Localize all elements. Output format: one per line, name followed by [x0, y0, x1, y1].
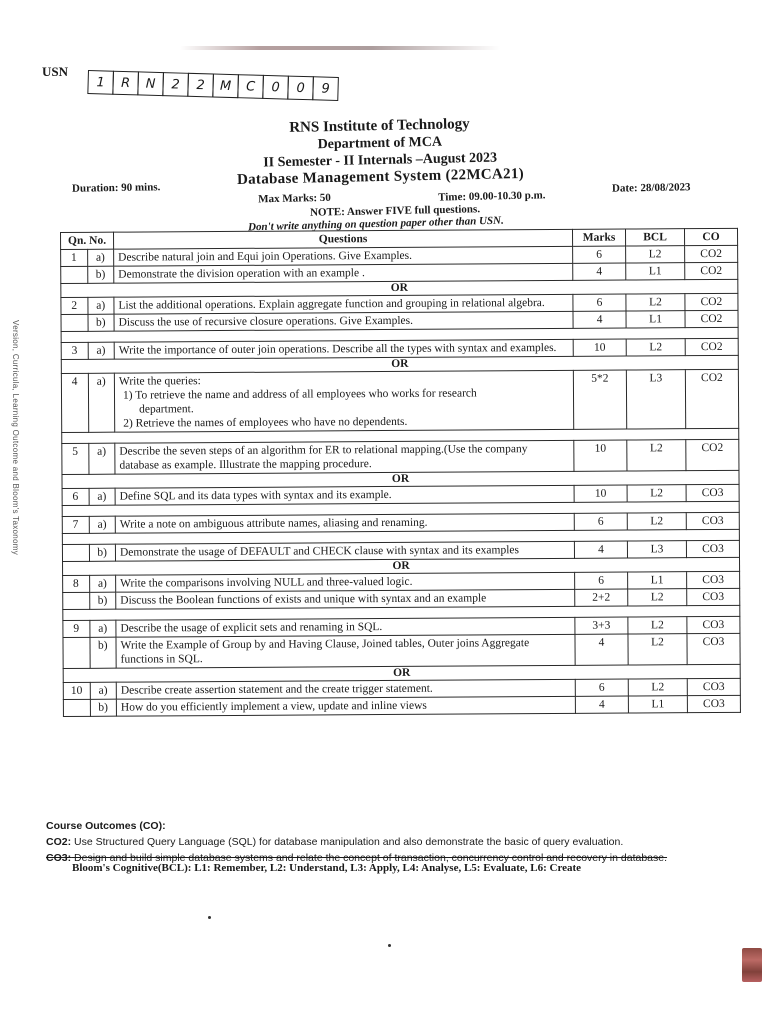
subject-title: Database Management System (22MCA21)	[236, 165, 525, 188]
header-marks: Marks	[572, 229, 625, 246]
speck	[388, 944, 391, 947]
question-number: 5	[62, 443, 89, 474]
usn-boxes	[87, 70, 338, 101]
or-divider: OR	[61, 279, 738, 297]
side-margin-text: Version, Curricula, Learning Outcome and Bloom's Taxonomy	[11, 320, 20, 556]
question-text: Discuss the use of recursive closure operations. Give Examples.	[118, 314, 414, 329]
header-qno: Qn. No.	[61, 232, 114, 249]
usn-char-box: R	[112, 71, 139, 96]
question-text-cell	[116, 634, 575, 668]
co3-text: Design and build simple database systems and relate the concept of transaction, concurrency control and recovery in database.	[74, 852, 668, 864]
question-co: CO2	[685, 262, 738, 279]
question-text: Write the queries:	[118, 375, 201, 388]
question-marks: 5*2	[573, 370, 626, 429]
question-part: b)	[88, 314, 115, 331]
question-bcl: L2	[626, 339, 685, 356]
question-text: 1) To retrieve the name and address of all employees who works for research	[122, 387, 477, 402]
question-bcl: L3	[626, 370, 685, 429]
question-part: b)	[89, 592, 116, 609]
question-co: CO3	[686, 540, 739, 557]
question-text: Demonstrate the division operation with an example .	[118, 267, 365, 281]
question-bcl: L2	[628, 589, 687, 606]
question-co: CO2	[685, 369, 738, 428]
question-row	[63, 695, 740, 716]
question-text-cell	[114, 370, 573, 432]
question-bcl: L1	[628, 572, 687, 589]
question-co: CO3	[687, 588, 740, 605]
question-bcl: L2	[627, 513, 686, 530]
institute-name: RNS Institute of Technology	[289, 116, 470, 136]
question-part: b)	[89, 544, 116, 561]
question-marks: 4	[573, 311, 626, 328]
question-part: a)	[88, 443, 115, 474]
question-number	[61, 314, 88, 331]
question-marks: 10	[574, 485, 627, 502]
question-text: Describe create assertion statement and the create trigger statement.	[120, 682, 433, 697]
question-co: CO2	[685, 338, 738, 355]
or-divider: OR	[61, 355, 738, 373]
question-co: CO3	[686, 484, 739, 501]
co2-label: CO2:	[46, 836, 72, 848]
question-bcl: L2	[626, 294, 685, 311]
question-co: CO3	[687, 695, 740, 712]
question-part: b)	[87, 266, 114, 283]
question-marks: 6	[573, 294, 626, 311]
question-co: CO3	[687, 633, 740, 664]
usn-char-box: 2	[187, 73, 214, 98]
usn-char-box: 9	[312, 76, 339, 101]
question-co: CO2	[686, 439, 739, 470]
question-number	[63, 637, 90, 668]
question-number: 1	[61, 249, 88, 266]
marks-time-row	[258, 187, 578, 206]
question-part: a)	[89, 620, 116, 637]
speck	[208, 916, 211, 919]
question-marks: 4	[575, 696, 628, 713]
usn-char-box: M	[212, 73, 239, 98]
exam-time: Time: 09.00-10.30 p.m.	[438, 189, 546, 204]
header-questions: Questions	[114, 229, 573, 249]
question-table	[60, 228, 741, 717]
co2-line	[46, 834, 758, 850]
question-bcl: L2	[627, 485, 686, 502]
question-part: a)	[88, 342, 115, 359]
question-bcl: L2	[628, 679, 687, 696]
question-text: List the additional operations. Explain aggregate function and grouping in relational algebra.	[118, 297, 545, 312]
max-marks: Max Marks: 50	[258, 191, 331, 206]
usn-char-box: 0	[287, 76, 314, 101]
question-row	[61, 369, 738, 432]
question-part: a)	[88, 373, 115, 432]
question-co: CO2	[685, 293, 738, 310]
usn-char-box: 0	[262, 75, 289, 100]
question-text: Describe the seven steps of an algorithm for ER to relational mapping.(Use the company database as example. Illustrate the mapping procedure.	[119, 443, 528, 472]
question-text: Define SQL and its data types with syntax and its example.	[119, 488, 392, 503]
exam-header	[199, 114, 560, 190]
question-part: a)	[89, 488, 116, 505]
question-bcl: L3	[627, 541, 686, 558]
question-number: 6	[62, 488, 89, 505]
question-number	[61, 266, 88, 283]
question-text: 2) Retrieve the names of employees who have no dependents.	[123, 415, 408, 430]
question-part: a)	[89, 516, 116, 533]
question-part: a)	[87, 249, 114, 266]
ink-mark	[742, 948, 762, 982]
question-number	[63, 592, 90, 609]
question-marks: 3+3	[575, 617, 628, 634]
question-co: CO3	[687, 616, 740, 633]
question-marks: 4	[575, 634, 628, 665]
question-marks: 6	[575, 572, 628, 589]
header-bcl: BCL	[625, 229, 684, 246]
exam-instruction: Don't write anything on question paper other than USN.	[247, 214, 504, 234]
question-bcl: L1	[626, 311, 685, 328]
question-co: CO2	[685, 310, 738, 327]
question-number: 9	[63, 620, 90, 637]
exam-date: Date: 28/08/2023	[611, 181, 691, 195]
co3-label: CO3:	[46, 852, 72, 864]
duration: Duration: 90 mins.	[71, 181, 161, 195]
department-name: Department of MCA	[317, 134, 443, 153]
question-co: CO2	[685, 245, 738, 262]
question-part: b)	[90, 699, 117, 716]
question-bcl: L2	[628, 617, 687, 634]
question-part: b)	[89, 637, 116, 668]
question-text: Describe the usage of explicit sets and renaming in SQL.	[120, 621, 383, 635]
exam-note: NOTE: Answer FIVE full questions.	[309, 203, 481, 219]
question-table-body	[61, 245, 741, 716]
course-outcomes-title: Course Outcomes (CO):	[46, 820, 166, 832]
question-text: Write a note on ambiguous attribute names, aliasing and renaming.	[119, 516, 428, 531]
or-divider: OR	[63, 664, 740, 682]
question-marks: 6	[574, 513, 627, 530]
question-text: How do you efficiently implement a view, update and inline views	[120, 699, 427, 714]
question-text-cell	[116, 696, 575, 716]
question-number	[63, 699, 90, 716]
question-text: Discuss the Boolean functions of exists and unique with syntax and an example	[120, 592, 487, 607]
question-part: a)	[89, 575, 116, 592]
question-number: 2	[61, 297, 88, 314]
semester-line: II Semester - II Internals –August 2023	[263, 150, 498, 171]
question-marks: 6	[575, 679, 628, 696]
question-text-cell	[115, 440, 574, 474]
usn-char-box: C	[237, 74, 264, 99]
question-number: 7	[62, 516, 89, 533]
usn-char-box: 2	[162, 72, 189, 97]
question-text: Demonstrate the usage of DEFAULT and CHECK clause with syntax and its examples	[119, 544, 520, 559]
question-bcl: L2	[628, 634, 687, 665]
question-co: CO3	[687, 571, 740, 588]
question-text: department.	[139, 403, 194, 416]
scan-streak	[180, 46, 500, 50]
question-marks: 4	[573, 263, 626, 280]
co2-text: Use Structured Query Language (SQL) for database manipulation and also demonstrate the basic of query evaluation.	[74, 836, 624, 848]
or-divider: OR	[62, 470, 739, 488]
question-marks: 4	[574, 541, 627, 558]
question-marks: 10	[574, 440, 627, 471]
question-number: 4	[61, 373, 88, 432]
question-bcl: L2	[627, 440, 686, 471]
question-bcl: L2	[626, 246, 685, 263]
question-marks: 10	[573, 339, 626, 356]
bloom-taxonomy-legend: Bloom's Cognitive(BCL): L1: Remember, L2: Understand, L3: Apply, L4: Analyse, L5: Evaluate, L6: Create	[72, 862, 582, 874]
usn-label: USN	[42, 64, 69, 79]
usn-char-box: 1	[87, 70, 114, 95]
question-text: Describe natural join and Equi join Operations. Give Examples.	[118, 249, 413, 264]
question-bcl: L1	[626, 263, 685, 280]
question-text: Write the comparisons involving NULL and three-valued logic.	[120, 575, 413, 590]
question-co: CO3	[686, 512, 739, 529]
or-divider: OR	[63, 557, 740, 575]
question-row	[62, 439, 739, 474]
header-co: CO	[684, 228, 737, 245]
question-marks: 2+2	[575, 589, 628, 606]
usn-char-box: N	[137, 71, 164, 96]
question-bcl: L1	[628, 696, 687, 713]
question-number	[62, 544, 89, 561]
question-co: CO3	[687, 678, 740, 695]
course-outcomes	[46, 818, 758, 866]
question-number: 3	[61, 342, 88, 359]
question-number: 8	[63, 575, 90, 592]
question-text: Write the importance of outer join operations. Describe all the types with syntax and examples.	[118, 341, 557, 357]
question-part: a)	[87, 297, 114, 314]
question-text: Write the Example of Group by and Having Clause, Joined tables, Outer joins Aggregate functions in SQL.	[120, 637, 530, 666]
question-row	[63, 633, 740, 668]
question-marks: 6	[573, 246, 626, 263]
question-part: a)	[90, 682, 117, 699]
question-number: 10	[63, 682, 90, 699]
